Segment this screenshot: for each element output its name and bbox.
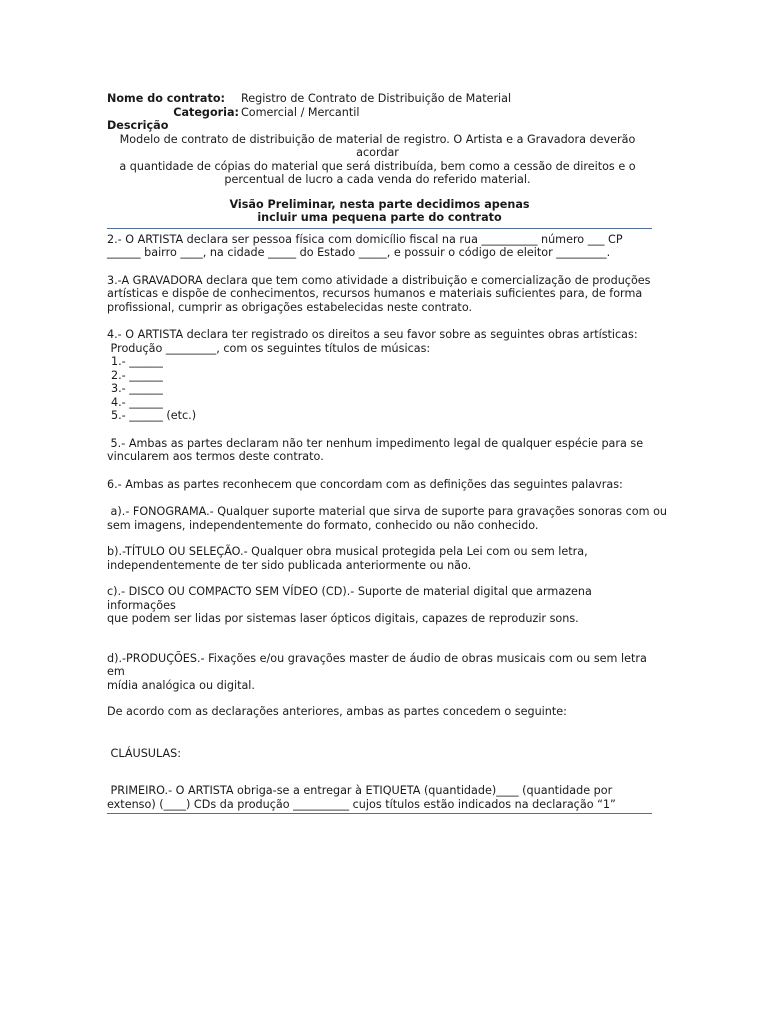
paragraph-line: PRIMEIRO.- O ARTISTA obriga-se a entregar à ETIQUETA (quantidade)____ (quantidade por — [107, 784, 613, 797]
paragraph-line: 3.-A GRAVADORA declara que tem como atividade a distribuição e comercialização de produções — [107, 273, 651, 287]
description-line: a quantidade de cópias do material que será distribuída, bem como a cessão de direitos e o — [119, 159, 636, 173]
definition-a — [107, 505, 668, 532]
definition-d — [107, 652, 652, 693]
bottom-divider — [107, 813, 652, 814]
paragraph-line: 4.- O ARTISTA declara ter registrado os direitos a seu favor sobre as seguintes obras artísticas: — [107, 328, 638, 341]
paragraph-5 — [107, 437, 652, 464]
paragraph-4 — [107, 328, 652, 423]
preview-line: Visão Preliminar, nesta parte decidimos apenas — [229, 197, 530, 211]
paragraph-line: 5.- Ambas as partes declaram não ter nenhum impedimento legal de qualquer espécie para se — [107, 436, 644, 450]
paragraph-2 — [107, 233, 652, 260]
paragraph-line: a).- FONOGRAMA.- Qualquer suporte material que sirva de suporte para gravações sonoras com ou — [107, 505, 668, 518]
definition-b — [107, 545, 652, 572]
list-item: 3.- ______ — [111, 382, 163, 395]
paragraph-line: artísticas e dispõe de conhecimentos, recursos humanos e materiais suficientes para, de forma — [107, 287, 643, 300]
description-text — [107, 133, 652, 187]
paragraph-line: extenso) (____) CDs da produção __________ cujos títulos estão indicados na declaração “1” — [107, 797, 616, 811]
paragraph-line: 6.- Ambas as partes reconhecem que concordam com as definições das seguintes palavras: — [107, 477, 623, 491]
list-item: 2.- ______ — [111, 368, 163, 382]
contract-name-value: Registro de Contrato de Distribuição de Material — [241, 92, 512, 105]
paragraph-line: profissional, cumprir as obrigações estabelecidas neste contrato. — [107, 300, 473, 314]
paragraph-line: Produção _________, com os seguintes títulos de músicas: — [107, 341, 431, 355]
paragraph-line: vincularem aos termos deste contrato. — [107, 450, 324, 463]
preview-line: incluir uma pequena parte do contrato — [257, 211, 502, 224]
paragraph-line: que podem ser lidas por sistemas laser ópticos digitais, capazes de reproduzir sons. — [107, 612, 579, 625]
paragraph-line: independentemente de ter sido publicada anteriormente ou não. — [107, 558, 472, 572]
paragraph-line: ______ bairro ____, na cidade _____ do Estado _____, e possuir o código de eleitor _________. — [107, 246, 611, 259]
paragraph-line: sem imagens, independentemente do formato, conhecido ou não conhecido. — [107, 518, 539, 532]
description-line: Modelo de contrato de distribuição de material de registro. O Artista e a Gravadora deverão acordar — [119, 132, 636, 159]
contract-document — [107, 92, 668, 814]
description-line: percentual de lucro a cada venda do referido material. — [224, 173, 531, 186]
definition-c — [107, 585, 652, 626]
paragraph-line: De acordo com as declarações anteriores, ambas as partes concedem o seguinte: — [107, 705, 567, 718]
paragraph-line: mídia analógica ou digital. — [107, 678, 255, 692]
list-item: 1.- ______ — [111, 355, 163, 368]
clauses-heading — [107, 747, 652, 761]
preview-heading — [107, 198, 652, 228]
list-item: 5.- ______ (etc.) — [111, 409, 197, 422]
paragraph-line: CLÁUSULAS: — [107, 746, 182, 760]
contract-name-row — [107, 92, 652, 106]
top-divider — [107, 228, 652, 229]
clause-first — [107, 784, 652, 811]
category-row — [107, 106, 652, 120]
description-label: Descrição — [107, 119, 169, 132]
category-label: Categoria: — [173, 105, 239, 119]
paragraph-line: b).-TÍTULO OU SELEÇÃO.- Qualquer obra musical protegida pela Lei com ou sem letra, — [107, 545, 588, 558]
paragraph-line: d).-PRODUÇÕES.- Fixações e/ou gravações master de áudio de obras musicais com ou sem letra em — [107, 651, 647, 678]
paragraph-line: 2.- O ARTISTA declara ser pessoa física com domicílio fiscal na rua __________ número ___ CP — [107, 232, 623, 246]
contract-name-label: Nome do contrato: — [107, 92, 225, 105]
list-item: 4.- ______ — [111, 395, 163, 409]
category-value: Comercial / Mercantil — [241, 105, 360, 119]
paragraph-6 — [107, 478, 652, 492]
paragraph-3 — [107, 274, 652, 315]
agreement-statement — [107, 705, 652, 719]
paragraph-line: c).- DISCO OU COMPACTO SEM VÍDEO (CD).- Suporte de material digital que armazena informações — [107, 585, 592, 612]
